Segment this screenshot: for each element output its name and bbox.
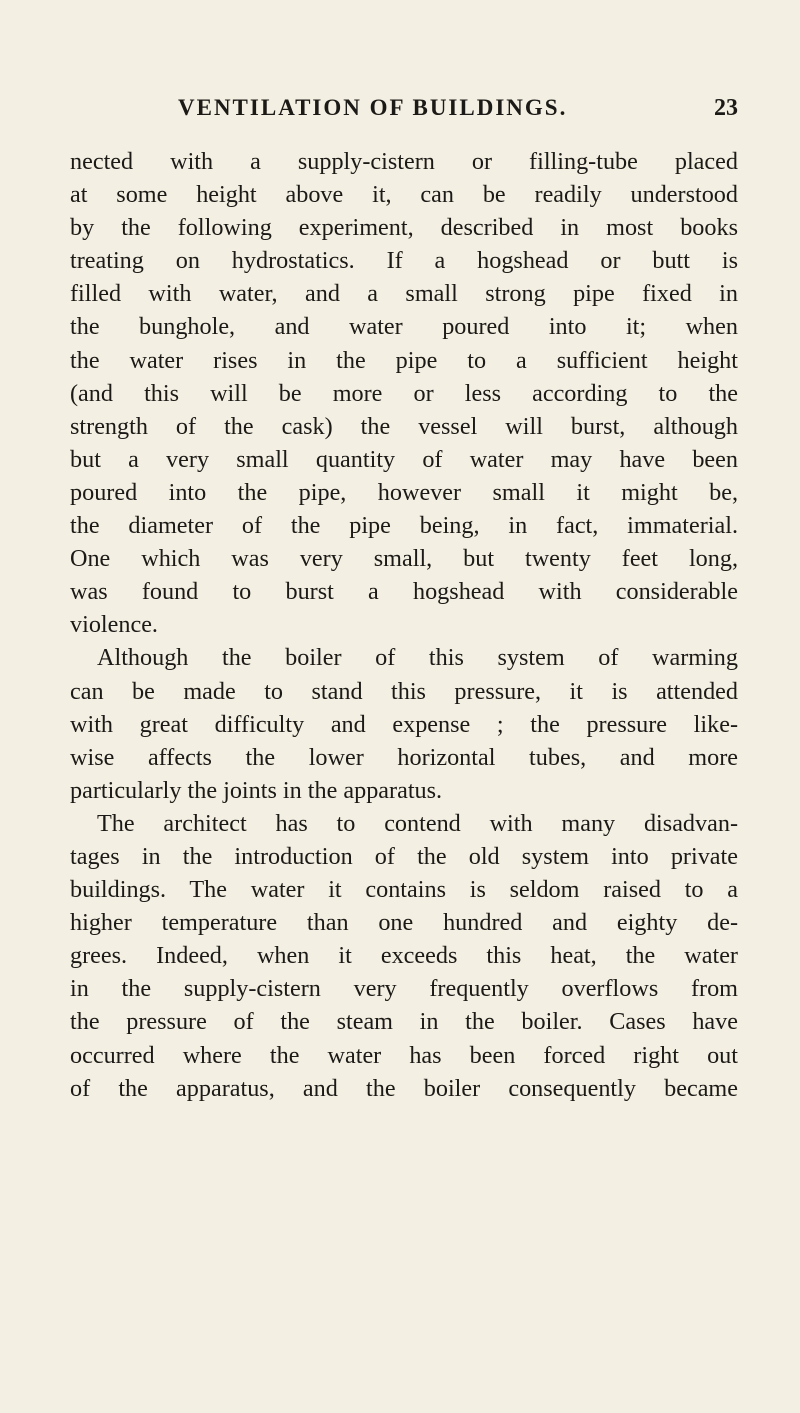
text-line: (and this will be more or less according to the — [70, 379, 738, 407]
text-line: by the following experiment, described in most books — [70, 214, 738, 242]
text-line: with great difficulty and expense ; the pressure like- — [70, 710, 738, 738]
text-line: but a very small quantity of water may have been — [70, 445, 738, 473]
paragraph-end-line: particularly the joints in the apparatus. — [70, 776, 443, 804]
text-line: nected with a supply-cistern or filling-tube placed — [70, 148, 738, 175]
text-line: strength of the cask) the vessel will burst, although — [70, 412, 738, 440]
running-title: VENTILATION OF BUILDINGS. — [178, 95, 568, 120]
text-line: the diameter of the pipe being, in fact, immaterial. — [70, 512, 738, 540]
text-line: was found to burst a hogshead with considerable — [70, 578, 738, 606]
text-line: occurred where the water has been forced right out — [70, 1041, 738, 1069]
text-line: of the apparatus, and the boiler consequently became — [70, 1074, 738, 1102]
text-line: wise affects the lower horizontal tubes, and more — [70, 743, 738, 771]
text-line: higher temperature than one hundred and eighty de- — [70, 909, 738, 937]
paragraph-start-line: Although the boiler of this system of warming — [97, 644, 738, 672]
text-line: filled with water, and a small strong pipe fixed in — [70, 280, 738, 308]
body-text — [70, 145, 738, 1105]
text-line: treating on hydrostatics. If a hogshead or butt is — [70, 247, 738, 275]
text-line: the pressure of the steam in the boiler. Cases have — [70, 1008, 738, 1036]
text-line: the water rises in the pipe to a sufficient height — [70, 346, 738, 374]
running-head — [70, 88, 738, 128]
text-line: One which was very small, but twenty feet long, — [70, 545, 738, 573]
text-line: buildings. The water it contains is seldom raised to a — [70, 876, 738, 904]
text-line: poured into the pipe, however small it might be, — [70, 478, 738, 506]
page-number: 23 — [714, 95, 738, 121]
text-line: tages in the introduction of the old system into private — [70, 842, 738, 870]
text-line: the bunghole, and water poured into it; when — [70, 313, 738, 341]
text-line: grees. Indeed, when it exceeds this heat, the water — [70, 942, 738, 970]
text-line: can be made to stand this pressure, it is attended — [70, 677, 738, 705]
paragraph-start-line: The architect has to contend with many disadvan- — [97, 809, 738, 837]
text-line: at some height above it, can be readily understood — [70, 181, 738, 209]
paragraph-end-line: violence. — [70, 611, 158, 639]
text-line: in the supply-cistern very frequently overflows from — [70, 975, 738, 1003]
